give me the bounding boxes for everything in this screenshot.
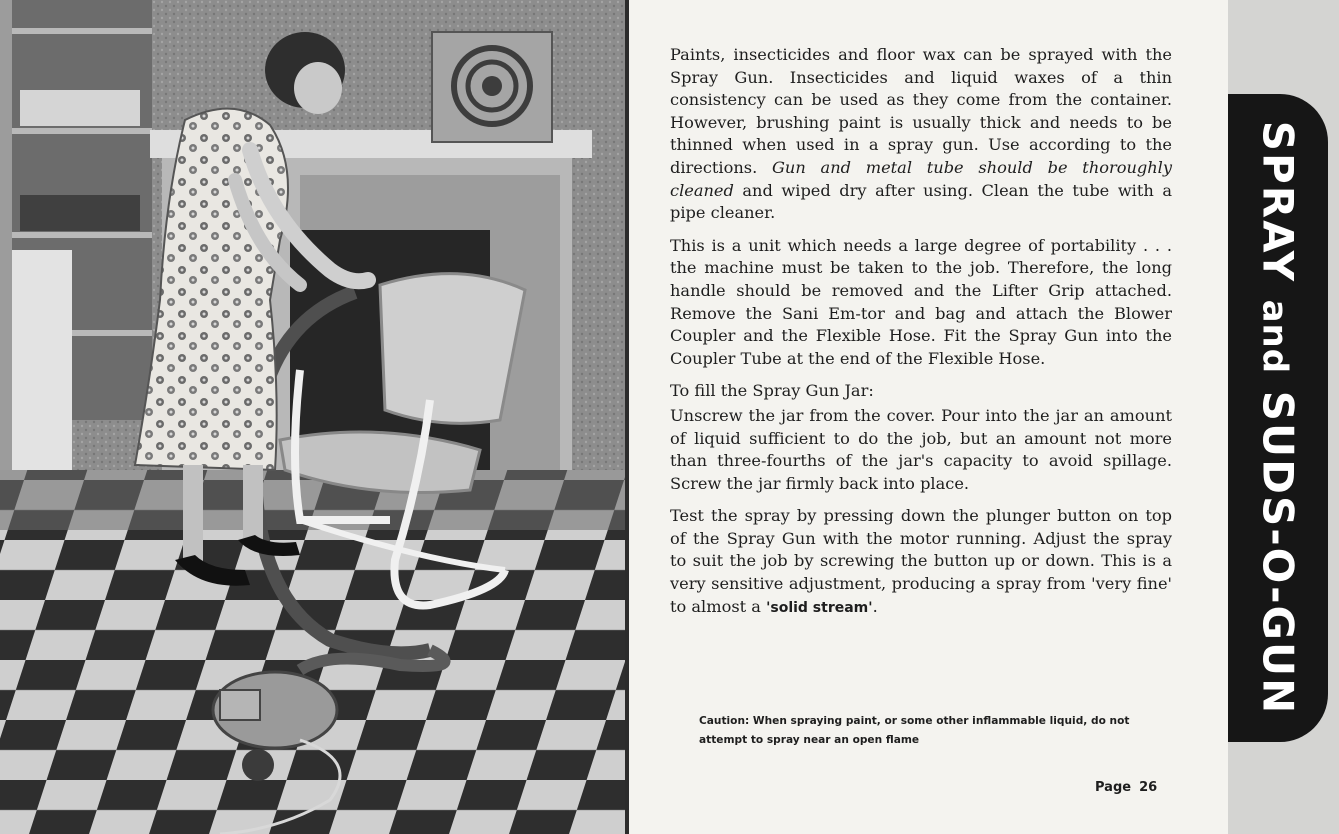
section-tab <box>1228 94 1328 742</box>
paragraph-text: Paints, insecticides and floor wax can be sprayed with the Spray Gun. Insecticides and liquid waxes of a thin consistency can be used as they come from the container. However, brushing paint is usually thick and needs to be thinned when used in a spray gun. Use according to the directions. <box>670 45 1172 177</box>
text-page <box>629 0 1228 834</box>
photo-page <box>0 0 625 834</box>
page-number-value: 26 <box>1139 780 1158 795</box>
paragraph-text: Test the spray by pressing down the plunger button on top of the Spray Gun with the motor running. Adjust the spray to suit the job by screwing the button up or down. This is a very sensitive adjustment, producing a spray from 'very fine' to almost a <box>670 506 1172 616</box>
body-text <box>670 44 1172 629</box>
paragraph-text: and wiped dry after using. Clean the tube with a pipe cleaner. <box>670 180 1172 223</box>
woman-spraying-chair-photo-icon <box>0 0 625 834</box>
caution-note: Caution: When spraying paint, or some other inflammable liquid, do not attempt to spray near an open flame <box>699 715 1130 746</box>
tab-word-suds-o-gun: SUDS-O-GUN <box>1253 390 1303 716</box>
bold-text: 'solid stream' <box>766 599 873 616</box>
paragraph-text: . <box>872 596 878 616</box>
page-label: Page <box>1095 780 1132 795</box>
section-tab-strip <box>1228 0 1339 834</box>
page-number <box>1095 780 1157 795</box>
paragraph-test-spray <box>670 505 1172 619</box>
paragraph-portability: This is a unit which needs a large degree of portability . . . the machine must be taken to the job. Therefore, the long handle should be removed and the Lifter Grip attached. Remove the Sani Em-tor and bag and attach the Blower Coupler and the Flexible Hose. Fit the Spray Gun into the Coupler Tube at the end of the Flexible Hose. <box>670 235 1172 368</box>
tab-word-spray: SPRAY <box>1253 120 1303 283</box>
paragraph-cleaning <box>670 44 1172 225</box>
tab-word-and: and <box>1254 299 1295 375</box>
subheading-fill-jar: To fill the Spray Gun Jar: <box>670 381 874 401</box>
paragraph-fill-jar: Unscrew the jar from the cover. Pour into the jar an amount of liquid sufficient to do the job, but an amount not more than three-fourths of the jar's capacity to avoid spillage. Screw the jar firmly back into place. <box>670 405 1172 493</box>
section-tab-label <box>1254 121 1303 716</box>
emphasis-text: Gun and metal tube should be thoroughly cleaned <box>670 157 1173 200</box>
